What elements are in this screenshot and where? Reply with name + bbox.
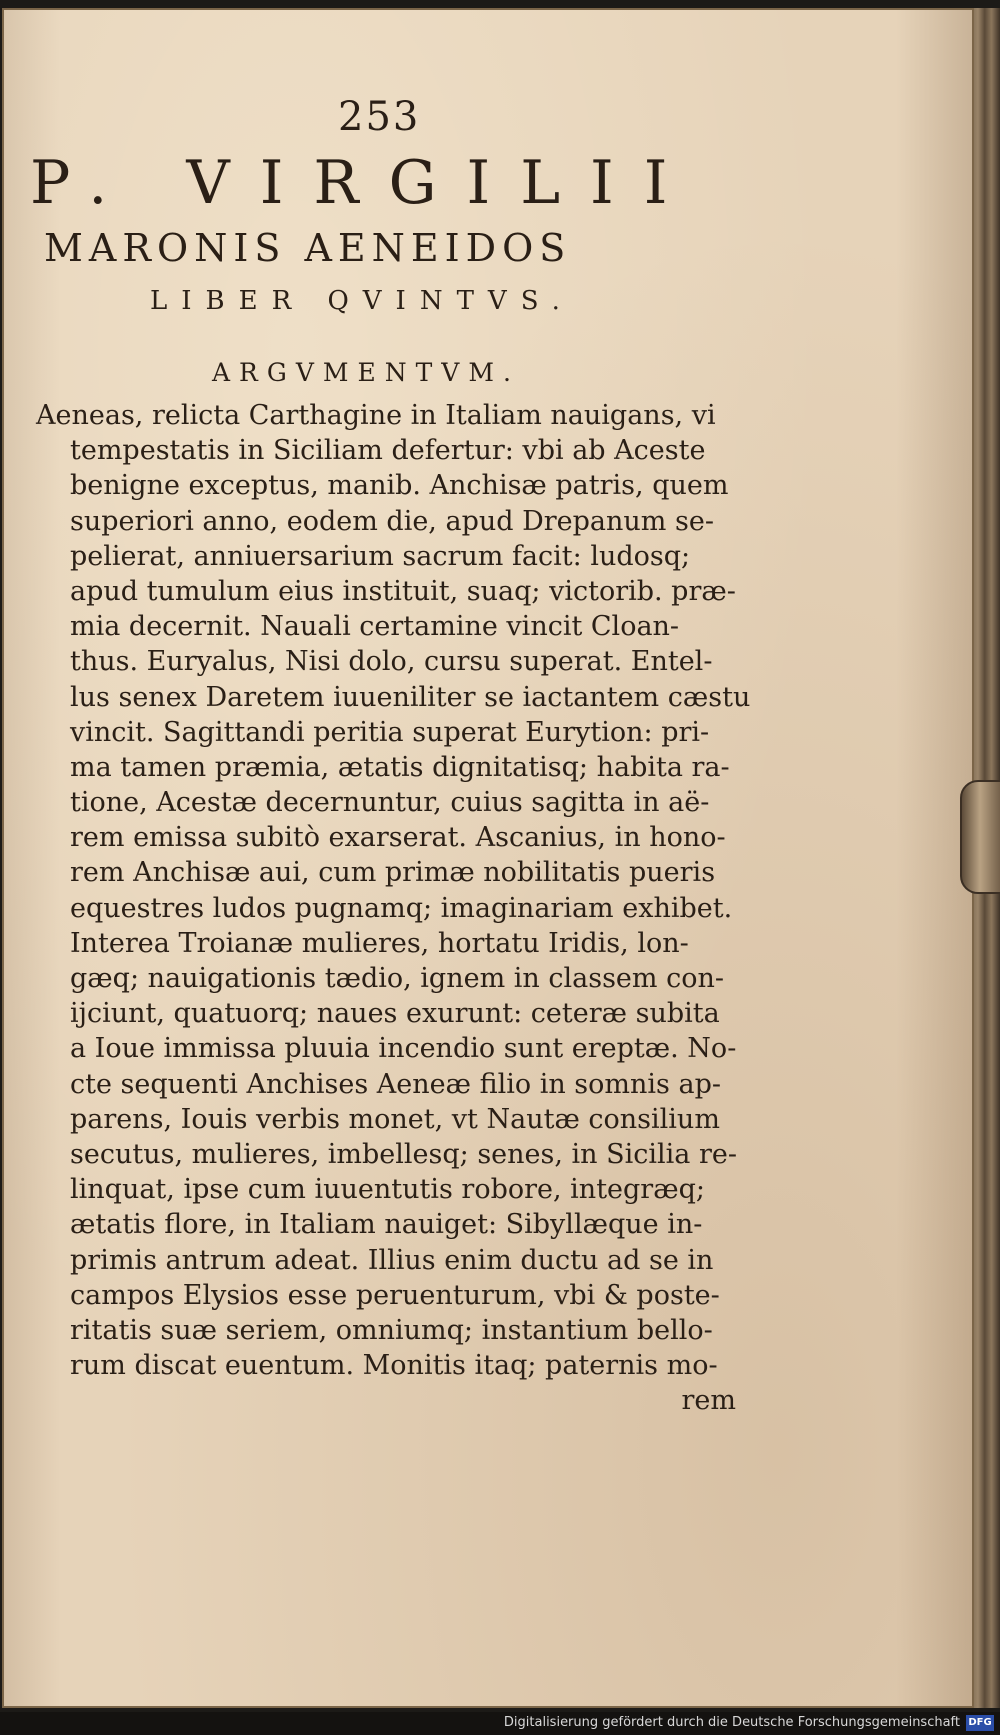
title-author: P. VIRGILII xyxy=(30,148,698,218)
text-line: equestres ludos pugnamq; imaginariam exhibet. xyxy=(70,892,733,924)
text-line: ætatis flore, in Italiam nauiget: Sibyllæque in- xyxy=(70,1209,703,1241)
text-line: rem emissa subitò exarserat. Ascanius, in hono- xyxy=(70,822,726,854)
text-line: campos Elysios esse peruenturum, vbi & poste- xyxy=(70,1279,720,1311)
text-line: ma tamen præmia, ætatis dignitatisq; habita ra- xyxy=(70,751,730,783)
text-line: thus. Euryalus, Nisi dolo, cursu superat. Entel- xyxy=(70,646,713,678)
argument-heading: ARGVMENTVM. xyxy=(212,358,520,387)
text-line: Interea Troianæ mulieres, hortatu Iridis, lon- xyxy=(70,927,689,959)
text-line: primis antrum adeat. Illius enim ductu ad se in xyxy=(70,1244,714,1276)
argument-text xyxy=(36,398,751,1418)
text-line: pelierat, anniuersarium sacrum facit: ludosq; xyxy=(70,540,691,572)
text-line: Aeneas, relicta Carthagine in Italiam nauigans, vi xyxy=(36,400,716,431)
text-line: rem Anchisæ aui, cum primæ nobilitatis pueris xyxy=(70,857,716,889)
text-line: rum discat euentum. Monitis itaq; paternis mo- xyxy=(70,1350,718,1382)
text-line: ijciunt, quatuorq; naues exurunt: ceteræ subita xyxy=(70,998,720,1030)
text-line: superiori anno, eodem die, apud Drepanum se- xyxy=(70,505,714,537)
catchword: rem xyxy=(681,1385,736,1417)
text-line: cte sequenti Anchises Aeneæ filio in somnis ap- xyxy=(70,1068,721,1100)
text-line: linquat, ipse cum iuuentutis robore, integræq; xyxy=(70,1174,705,1206)
text-line: secutus, mulieres, imbellesq; senes, in Sicilia re- xyxy=(70,1138,737,1170)
text-line: tempestatis in Siciliam defertur: vbi ab Aceste xyxy=(70,435,706,467)
text-line: benigne exceptus, manib. Anchisæ patris, quem xyxy=(70,470,729,502)
text-line: apud tumulum eius instituit, suaq; victorib. præ- xyxy=(70,575,736,607)
text-line: mia decernit. Nauali certamine vincit Cloan- xyxy=(70,611,680,643)
title-book: LIBER QVINTVS. xyxy=(150,286,574,316)
footer-credit: Digitalisierung gefördert durch die Deutsche Forschungsgemeinschaft xyxy=(503,1715,960,1730)
book-clasp xyxy=(960,780,1000,894)
text-line: ritatis suæ seriem, omniumq; instantium bello- xyxy=(70,1314,713,1346)
text-line: lus senex Daretem iuueniliter se iactantem cæstu xyxy=(70,681,751,713)
text-line: gæq; nauigationis tædio, ignem in classem con- xyxy=(70,963,724,994)
title-work: MARONIS AENEIDOS xyxy=(44,226,572,270)
text-line: vincit. Sagittandi peritia superat Eurytion: pri- xyxy=(70,716,710,748)
dfg-logo-icon: DFG xyxy=(966,1715,994,1731)
page-number: 253 xyxy=(338,94,421,140)
text-line: tione, Acestæ decernuntur, cuius sagitta in aë- xyxy=(70,787,710,819)
text-line: parens, Iouis verbis monet, vt Nautæ consilium xyxy=(70,1103,720,1135)
text-line: a Ioue immissa pluuia incendio sunt ereptæ. No- xyxy=(70,1033,737,1065)
